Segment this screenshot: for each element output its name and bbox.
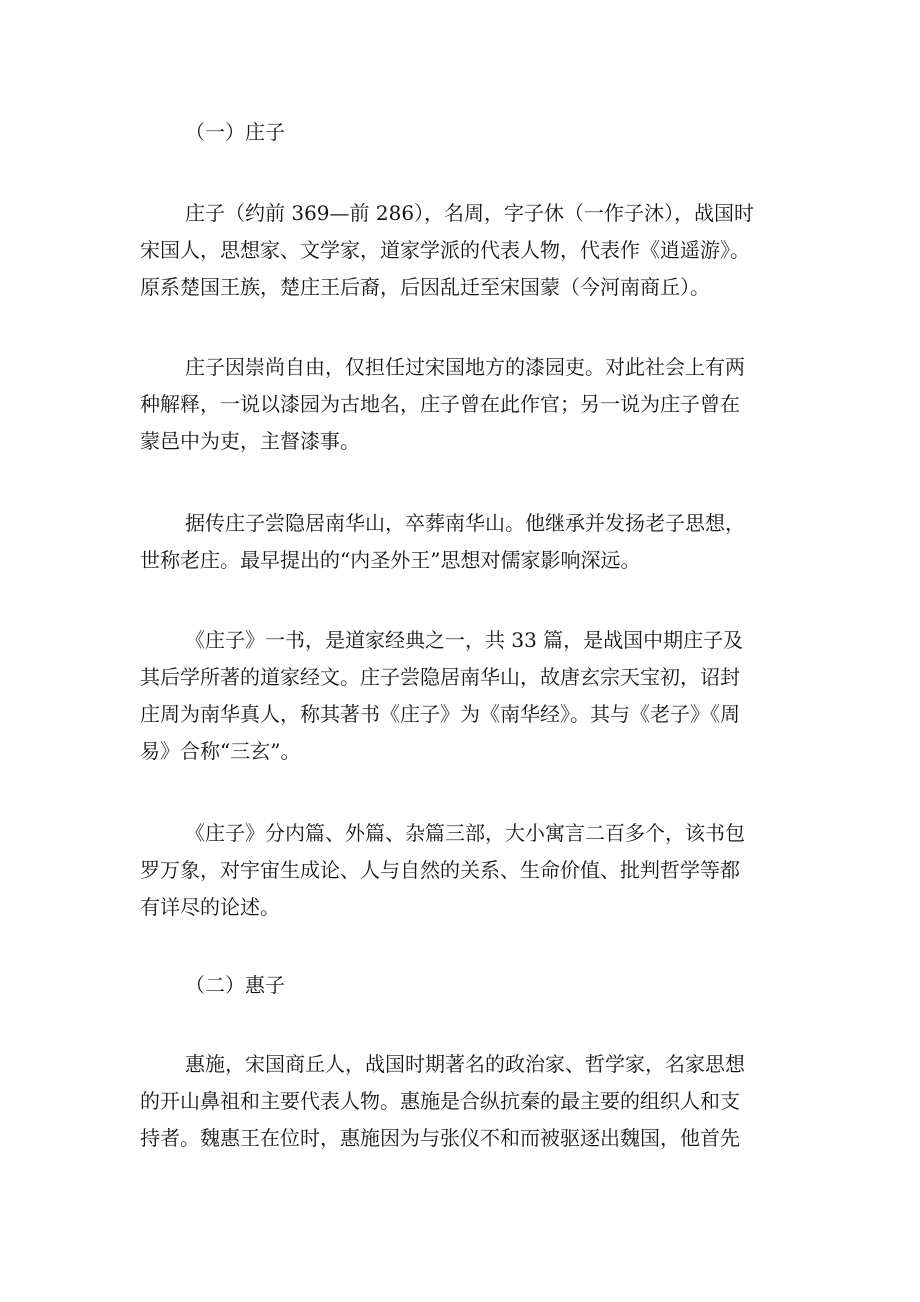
section-heading-huizi: （二）惠子 [185,973,285,997]
text-line: 《庄子》分内篇、外篇、杂篇三部，大小寓言二百多个，该书包 [185,821,745,845]
text-line: 原系楚国王族，楚庄王后裔，后因乱迁至宋国蒙（今河南商丘）。 [140,275,710,299]
text-line: 据传庄子尝隐居南华山，卒葬南华山。他继承并发扬老子思想， [185,511,745,535]
text-line: 有详尽的论述。 [140,895,280,919]
paragraph-zhuangzi-legacy [140,505,790,579]
text-line: 持者。魏惠王在位时，惠施因为与张仪不和而被驱逐出魏国，他首先 [140,1126,740,1150]
text-line: 世称老庄。最早提出的“内圣外王”思想对儒家影响深远。 [140,548,641,572]
text-line: 庄子（约前 369—前 286），名周，字子休（一作子沐），战国时 [185,201,755,225]
text-line: 其后学所著的道家经文。庄子尝隐居南华山，故唐玄宗天宝初，诏封 [140,665,740,689]
section-heading-zhuangzi: （一）庄子 [185,120,285,144]
paragraph-huishi-bio [140,1046,790,1157]
paragraph-zhuangzi-book [140,622,790,770]
text-line: 蒙邑中为吏，主督漆事。 [140,429,360,453]
text-line: 庄周为南华真人，称其著书《庄子》为《南华经》。其与《老子》《周 [140,702,740,726]
paragraph-zhuangzi-bio [140,195,790,306]
paragraph-zhuangzi-content [140,815,790,926]
text-line: 庄子因崇尚自由，仅担任过宋国地方的漆园吏。对此社会上有两 [185,355,745,379]
paragraph-zhuangzi-office [140,349,790,460]
text-line: 宋国人，思想家、文学家，道家学派的代表人物，代表作《逍遥游》。 [140,238,750,262]
text-line: 种解释，一说以漆园为古地名，庄子曾在此作官；另一说为庄子曾在 [140,392,740,416]
text-line: 《庄子》一书，是道家经典之一，共 33 篇，是战国中期庄子及 [185,628,744,652]
text-line: 易》合称“三玄”。 [140,739,301,763]
text-line: 罗万象，对宇宙生成论、人与自然的关系、生命价值、批判哲学等都 [140,858,740,882]
text-line: 的开山鼻祖和主要代表人物。惠施是合纵抗秦的最主要的组织人和支 [140,1089,740,1113]
text-line: 惠施，宋国商丘人，战国时期著名的政治家、哲学家，名家思想 [185,1052,745,1076]
